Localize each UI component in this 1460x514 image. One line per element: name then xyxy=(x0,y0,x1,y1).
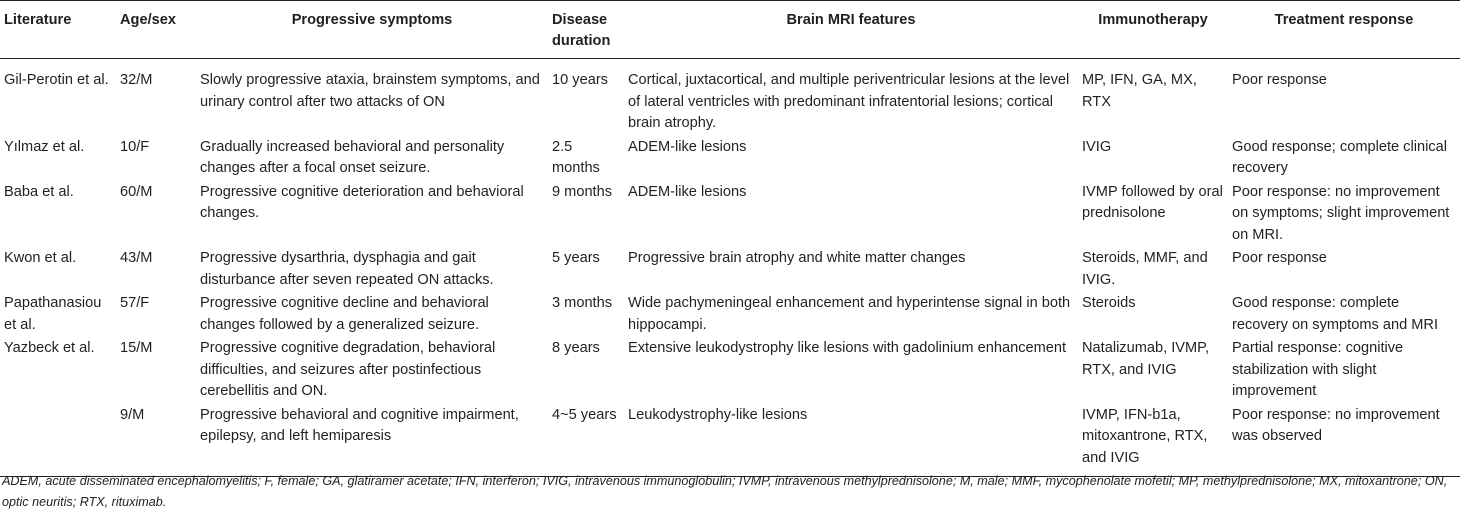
cell-symptoms: Gradually increased behavioral and personality changes after a focal onset seizure. xyxy=(200,138,505,176)
table-row xyxy=(0,246,1460,291)
cell-mri: ADEM-like lesions xyxy=(628,183,747,200)
cell-symptoms: Progressive cognitive degradation, behavioral difficulties, and seizures after postinfectious cerebellitis and ON. xyxy=(200,340,496,399)
cell-response: Poor response xyxy=(1232,250,1327,266)
cell-age-sex: 10/F xyxy=(120,138,150,155)
header-literature: Literature xyxy=(0,1,116,59)
cell-mri: ADEM-like lesions xyxy=(628,138,747,155)
table-footnote: ADEM, acute disseminated encephalomyelitis; F, female; GA, glatiramer acetate; IFN, interferon; IVIG, intravenous immunoglobulin; IVMP, intravenous methylprednisolone; M, male; MMF, mycophenolate mofetil; MP, methylprednisolone; MX, mitoxantrone; ON, optic neuritis; RTX, rituximab. xyxy=(2,474,1448,509)
cell-literature: Gil-Perotin et al. xyxy=(4,72,109,88)
header-duration: Disease duration xyxy=(548,1,624,59)
cell-literature: Baba et al. xyxy=(4,183,74,200)
header-response: Treatment response xyxy=(1228,1,1460,59)
table-header xyxy=(0,1,1460,59)
header-mri: Brain MRI features xyxy=(624,1,1078,59)
cell-immunotherapy: MP, IFN, GA, MX, RTX xyxy=(1082,72,1197,110)
cell-age-sex: 57/F xyxy=(120,295,150,311)
cell-immunotherapy: IVIG xyxy=(1082,138,1112,155)
cell-symptoms: Slowly progressive ataxia, brainstem symptoms, and urinary control after two attacks of ON xyxy=(200,72,540,110)
cell-mri: Cortical, juxtacortical, and multiple periventricular lesions at the level of lateral ventricles with predominant infratentorial lesions; cortical brain atrophy. xyxy=(628,72,1070,131)
cell-symptoms: Progressive cognitive decline and behavioral changes followed by a generalized seizure. xyxy=(200,295,489,333)
cell-literature: Yılmaz et al. xyxy=(4,138,85,155)
table-row xyxy=(0,336,1460,403)
cell-duration: 2.5 months xyxy=(552,138,600,176)
cell-immunotherapy: Steroids xyxy=(1082,295,1136,311)
cell-mri: Progressive brain atrophy and white matter changes xyxy=(628,250,966,266)
cell-symptoms: Progressive dysarthria, dysphagia and gait disturbance after seven repeated ON attacks. xyxy=(200,250,494,288)
cell-response: Poor response: no improvement was observed xyxy=(1228,403,1460,477)
cell-mri: Wide pachymeningeal enhancement and hyperintense signal in both hippocampi. xyxy=(628,295,1071,333)
table-body xyxy=(0,59,1460,477)
header-immunotherapy: Immunotherapy xyxy=(1078,1,1228,59)
cell-duration: 9 months xyxy=(552,183,613,200)
cell-immunotherapy: IVMP, IFN-b1a, mitoxantrone, RTX, and IVIG xyxy=(1078,403,1228,477)
cell-mri: Extensive leukodystrophy like lesions with gadolinium enhancement xyxy=(628,340,1067,356)
cell-age-sex: 9/M xyxy=(116,403,196,477)
cell-immunotherapy: Natalizumab, IVMP, RTX, and IVIG xyxy=(1082,340,1210,378)
cell-literature xyxy=(0,403,116,477)
cell-literature: Papathanasiou et al. xyxy=(4,295,102,333)
cell-symptoms: Progressive behavioral and cognitive impairment, epilepsy, and left hemiparesis xyxy=(196,403,548,477)
table-row xyxy=(0,403,1460,477)
cell-response: Poor response xyxy=(1232,72,1327,88)
cell-duration: 10 years xyxy=(552,72,608,88)
cell-response: Good response; complete clinical recovery xyxy=(1232,138,1447,176)
table-row xyxy=(0,135,1460,180)
cell-symptoms: Progressive cognitive deterioration and behavioral changes. xyxy=(200,183,524,221)
cell-duration: 3 months xyxy=(552,295,613,311)
table-row xyxy=(0,291,1460,336)
table-row xyxy=(0,59,1460,135)
cell-literature: Yazbeck et al. xyxy=(4,340,95,356)
cell-age-sex: 32/M xyxy=(120,72,153,88)
cell-response: Partial response: cognitive stabilization with slight improvement xyxy=(1232,340,1404,399)
cell-age-sex: 15/M xyxy=(120,340,153,356)
header-row xyxy=(0,1,1460,59)
cell-response: Good response: complete recovery on symptoms and MRI xyxy=(1232,295,1439,333)
cell-mri: Leukodystrophy-like lesions xyxy=(624,403,1078,477)
table-row xyxy=(0,180,1460,247)
cell-immunotherapy: Steroids, MMF, and IVIG. xyxy=(1082,250,1208,288)
cell-age-sex: 43/M xyxy=(120,250,153,266)
cell-duration: 5 years xyxy=(552,250,600,266)
cell-literature: Kwon et al. xyxy=(4,250,77,266)
cell-duration: 8 years xyxy=(552,340,600,356)
cell-duration: 4~5 years xyxy=(548,403,624,477)
cell-immunotherapy: IVMP followed by oral prednisolone xyxy=(1082,183,1223,221)
header-age-sex: Age/sex xyxy=(116,1,196,59)
header-symptoms: Progressive symptoms xyxy=(196,1,548,59)
cell-response: Poor response: no improvement on symptoms; slight improvement on MRI. xyxy=(1232,183,1450,243)
cell-age-sex: 60/M xyxy=(120,183,153,200)
